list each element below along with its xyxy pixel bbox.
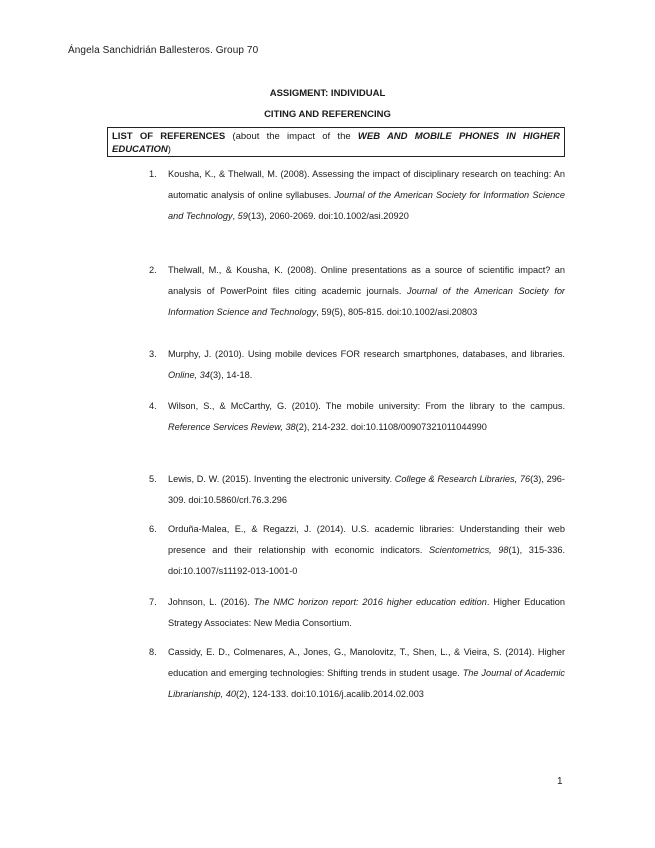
reference-details: (2), 124-133. doi:10.1016/j.acalib.2014.02.003	[235, 689, 424, 699]
author-header: Ángela Sanchidrián Ballesteros. Group 70	[68, 45, 259, 56]
reference-list	[145, 164, 565, 726]
reference-item-8	[145, 642, 565, 726]
page-number: 1	[557, 776, 563, 787]
reference-details: . Higher Education Strategy Associates: New Media Consortium.	[168, 597, 565, 628]
reference-journal: Reference Services Review, 38	[168, 422, 296, 432]
reference-number: 4.	[149, 401, 157, 411]
list-of-references-label: LIST OF REFERENCES	[112, 131, 226, 142]
reference-text: Orduña-Malea, E., & Regazzi, J. (2014). U.S. academic libraries: Understanding their web presence and their relationship with economic indicators.	[168, 524, 565, 555]
reference-details: , 59(5), 805-815. doi:10.1002/asi.20803	[316, 307, 478, 317]
reference-volume: 59	[237, 211, 248, 221]
list-of-references-box	[107, 127, 565, 157]
reference-number: 8.	[149, 647, 157, 657]
reference-item-5	[145, 469, 565, 511]
reference-text: Thelwall, M., & Kousha, K. (2008). Online presentations as a source of scientific impact? an analysis of PowerPoint files citing academic journals.	[168, 265, 565, 296]
list-box-text: (about the impact of the	[225, 131, 358, 142]
reference-details: (3), 14-18.	[209, 370, 253, 380]
reference-number: 7.	[149, 597, 157, 607]
reference-details: (1), 315-336. doi:10.1007/s11192-013-1001-0	[168, 545, 565, 576]
reference-number: 1.	[149, 169, 157, 179]
assignment-title: ASSIGMENT: INDIVIDUAL	[269, 88, 386, 99]
reference-number: 5.	[149, 474, 157, 484]
reference-item-3	[145, 344, 565, 386]
list-box-closing: )	[167, 144, 171, 155]
reference-text: Lewis, D. W. (2015). Inventing the electronic university.	[168, 474, 395, 484]
reference-journal: Online, 34	[168, 370, 210, 380]
reference-item-6	[145, 519, 565, 582]
assignment-subtitle: CITING AND REFERENCING	[264, 109, 391, 120]
reference-journal: Journal of the American Society for Information Science and Technology	[168, 190, 565, 221]
reference-journal: Scientometrics, 98	[428, 545, 509, 555]
reference-details: (13), 2060-2069. doi:10.1002/asi.20920	[247, 211, 409, 221]
reference-text: Murphy, J. (2010). Using mobile devices FOR research smartphones, databases, and libraries.	[168, 349, 565, 359]
reference-item-4	[145, 396, 565, 459]
reference-journal: The NMC horizon report: 2016 higher education edition	[253, 597, 487, 607]
reference-number: 3.	[149, 349, 157, 359]
reference-number: 6.	[149, 524, 157, 534]
reference-text: Cassidy, E. D., Colmenares, A., Jones, G., Manolovitz, T., Shen, L., & Vieira, S. (2014). Higher education and emerging technologies: Shifting trends in student usage.	[168, 647, 565, 678]
reference-details: (3), 296-309. doi:10.5860/crl.76.3.296	[168, 474, 565, 505]
reference-text: Wilson, S., & McCarthy, G. (2010). The mobile university: From the library to the campus.	[168, 401, 565, 411]
reference-text: Kousha, K., & Thelwall, M. (2008). Assessing the impact of disciplinary research on teaching: An automatic analysis of online syllabuses.	[168, 169, 565, 200]
reference-journal: The Journal of Academic Librarianship, 40	[168, 668, 565, 699]
list-box-topic: WEB AND MOBILE PHONES IN HIGHER EDUCATION	[112, 131, 560, 155]
reference-number: 2.	[149, 265, 157, 275]
reference-journal: Journal of the American Society for Information Science and Technology	[168, 286, 565, 317]
reference-separator: ,	[232, 211, 238, 221]
reference-journal: College & Research Libraries, 76	[394, 474, 531, 484]
reference-details: (2), 214-232. doi:10.1108/00907321011044990	[295, 422, 487, 432]
reference-item-2	[145, 260, 565, 334]
reference-text: Johnson, L. (2016).	[168, 597, 254, 607]
reference-item-7	[145, 592, 565, 634]
reference-item-1	[145, 164, 565, 250]
